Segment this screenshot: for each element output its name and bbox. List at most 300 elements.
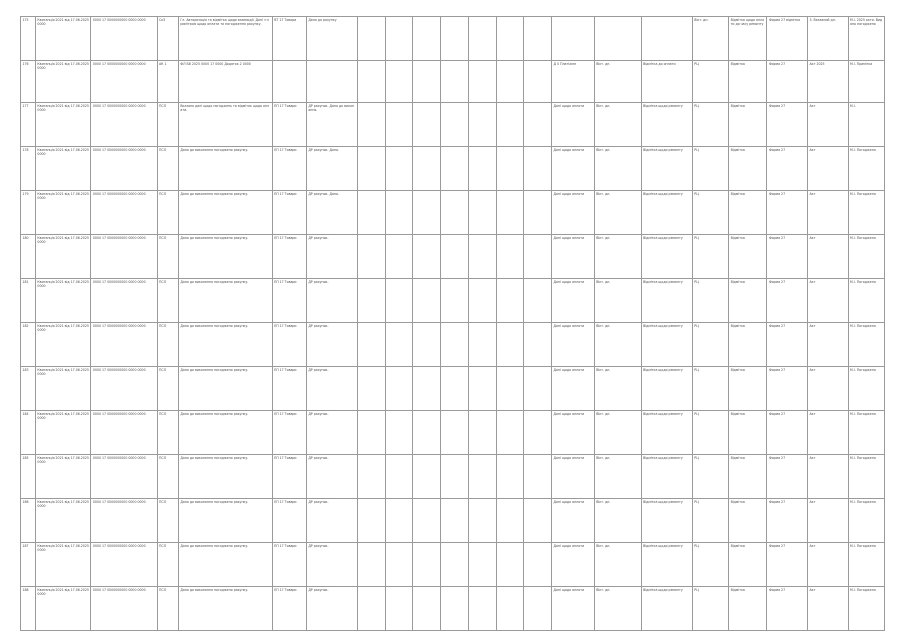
- table-cell-c21: Акт: [807, 103, 848, 147]
- table-cell-name: Дано до виконання погоджено рахунку.: [178, 587, 272, 631]
- table-cell-item: ДР рахунок. Дано.: [306, 191, 357, 235]
- table-cell-c18: РЦ: [692, 499, 728, 543]
- table-cell-customer: ЕП 17 Товари: [272, 543, 306, 587]
- table-cell-receipt_no: 0000 17 0000000000 0000 0000: [91, 17, 157, 61]
- table-cell-c11: [441, 323, 469, 367]
- table-cell-c18: РЦ: [692, 587, 728, 631]
- table-cell-c22: М.І. Погоджено: [848, 191, 884, 235]
- table-cell-c15: Дані щодо оплати: [552, 191, 595, 235]
- table-cell-c22: М.І. Погоджено: [848, 543, 884, 587]
- table-cell-c14: [524, 499, 552, 543]
- table-cell-c21: Акт: [807, 147, 848, 191]
- table-row: [21, 279, 885, 323]
- table-cell-c19: Відмітка: [729, 323, 767, 367]
- table-cell-id: ПСЛ: [157, 411, 178, 455]
- table-cell-c22: М.І. Погоджено: [848, 235, 884, 279]
- table-cell-c9: [385, 323, 413, 367]
- table-row: [21, 411, 885, 455]
- table-cell-receipt_no: 0000 17 0000000000 0000 0000: [91, 367, 157, 411]
- table-cell-c17: Відмітка до оплати: [641, 61, 692, 103]
- table-cell-c16: Вікт. дн.: [594, 61, 641, 103]
- table-cell-c20: Форма 27: [767, 367, 808, 411]
- table-cell-c17: Відмітка щодо ремонту: [641, 543, 692, 587]
- table-cell-c13: [496, 103, 524, 147]
- table-cell-c8: [358, 191, 386, 235]
- table-cell-item: ДР рахунок.: [306, 279, 357, 323]
- table-cell-id: ПСЛ: [157, 455, 178, 499]
- table-cell-c11: [441, 191, 469, 235]
- table-cell-date: Квитанція 2021 від 17.06.2025 0000: [35, 499, 90, 543]
- table-cell-id: ПСЛ: [157, 543, 178, 587]
- table-cell-c12: [468, 103, 496, 147]
- table-cell-sl: 181: [21, 279, 36, 323]
- table-cell-c19: Відмітка: [729, 587, 767, 631]
- table-cell-c17: Відмітка щодо ремонту: [641, 147, 692, 191]
- table-cell-date: Квитанція 2021 від 17.06.2025 0000: [35, 103, 90, 147]
- table-cell-sl: 178: [21, 147, 36, 191]
- table-cell-c14: [524, 191, 552, 235]
- table-cell-customer: ЕП 17 Товари: [272, 235, 306, 279]
- table-cell-receipt_no: 0000 17 0000000000 0000 0000: [91, 147, 157, 191]
- table-cell-c20: Форма 27: [767, 455, 808, 499]
- table-row: [21, 587, 885, 631]
- table-cell-c18: РЦ: [692, 455, 728, 499]
- table-cell-c15: Дані щодо оплати: [552, 235, 595, 279]
- table-cell-c19: Відмітка: [729, 61, 767, 103]
- table-cell-c21: Акт: [807, 455, 848, 499]
- table-cell-id: ПСЛ: [157, 323, 178, 367]
- table-cell-customer: ЕП 17 Товари: [272, 191, 306, 235]
- table-cell-c12: [468, 235, 496, 279]
- table-cell-c13: [496, 323, 524, 367]
- table-cell-c19: Відмітка щодо оплати до часу ремонту: [729, 17, 767, 61]
- table-cell-c15: Дані щодо оплати: [552, 411, 595, 455]
- table-cell-name: ФЛ БВ 2025 0000 17 0000 Додаток 2 0000: [178, 61, 272, 103]
- table-cell-c20: Форма 27: [767, 61, 808, 103]
- table-cell-receipt_no: 0000 17 0000000000 0000 0000: [91, 455, 157, 499]
- table-cell-date: Квитанція 2021 від 17.06.2025 0000: [35, 455, 90, 499]
- table-cell-c16: Вікт. дн.: [594, 147, 641, 191]
- table-cell-c12: [468, 499, 496, 543]
- table-cell-c9: [385, 455, 413, 499]
- table-cell-customer: ЕП 17 Товари: [272, 323, 306, 367]
- table-row: [21, 191, 885, 235]
- table-cell-c12: [468, 17, 496, 61]
- table-cell-c8: [358, 17, 386, 61]
- table-cell-c20: Форма 27: [767, 543, 808, 587]
- table-cell-c19: Відмітка: [729, 279, 767, 323]
- table-cell-sl: 185: [21, 455, 36, 499]
- table-cell-sl: 186: [21, 499, 36, 543]
- table-cell-c9: [385, 279, 413, 323]
- table-cell-c18: РЦ: [692, 191, 728, 235]
- table-cell-c13: [496, 455, 524, 499]
- table-cell-sl: 184: [21, 411, 36, 455]
- table-cell-c17: Відмітка щодо ремонту: [641, 235, 692, 279]
- table-cell-date: Квитанція 2021 від 17.06.2025 0000: [35, 367, 90, 411]
- table-cell-customer: ЕП 17 Товари: [272, 587, 306, 631]
- table-cell-c17: Відмітка щодо ремонту: [641, 279, 692, 323]
- table-cell-item: ДР рахунок.: [306, 587, 357, 631]
- table-cell-c16: Вікт. дн.: [594, 499, 641, 543]
- table-cell-c15: Дані щодо оплати: [552, 323, 595, 367]
- table-cell-customer: ЕП 17 Товари: [272, 103, 306, 147]
- table-cell-item: [306, 61, 357, 103]
- table-cell-c18: РЦ: [692, 279, 728, 323]
- table-cell-c8: [358, 61, 386, 103]
- table-cell-name: Дано до виконання погоджено рахунку.: [178, 279, 272, 323]
- table-cell-customer: ЕП 17 Товари: [272, 147, 306, 191]
- table-row: [21, 367, 885, 411]
- table-cell-receipt_no: 0000 17 0000000000 0000 0000: [91, 191, 157, 235]
- table-cell-c16: Вікт. дн.: [594, 411, 641, 455]
- table-cell-c11: [441, 61, 469, 103]
- table-cell-item: ДР рахунок. Дано до виконання.: [306, 103, 357, 147]
- records-body: [21, 17, 885, 631]
- table-cell-c11: [441, 543, 469, 587]
- table-cell-c19: Відмітка: [729, 367, 767, 411]
- table-cell-c15: Д 0 Платіжне: [552, 61, 595, 103]
- table-cell-name: Гл. Авторизація та відмітка щодо взаємодії. Дані з приміткою щодо оплати та погодження рахунку.: [178, 17, 272, 61]
- table-cell-name: Дано до виконання погоджено рахунку.: [178, 235, 272, 279]
- table-cell-c19: Відмітка: [729, 235, 767, 279]
- table-cell-c12: [468, 147, 496, 191]
- table-cell-c22: М.І. Примітка: [848, 61, 884, 103]
- table-cell-c10: [413, 411, 441, 455]
- table-cell-c10: [413, 367, 441, 411]
- table-cell-c9: [385, 191, 413, 235]
- table-cell-id: ПСЛ: [157, 367, 178, 411]
- table-cell-c20: Форма 27: [767, 499, 808, 543]
- table-cell-c17: Відмітка щодо ремонту: [641, 367, 692, 411]
- table-cell-c18: РЦ: [692, 543, 728, 587]
- table-cell-receipt_no: 0000 17 0000000000 0000 0000: [91, 61, 157, 103]
- table-cell-item: ДР рахунок.: [306, 323, 357, 367]
- table-cell-sl: 177: [21, 103, 36, 147]
- table-cell-c17: Відмітка щодо ремонту: [641, 455, 692, 499]
- table-cell-c13: [496, 235, 524, 279]
- table-cell-date: Квитанція 2021 від 17.06.2025 0000: [35, 543, 90, 587]
- table-cell-c16: Вікт. дн.: [594, 543, 641, 587]
- table-cell-c18: РЦ: [692, 323, 728, 367]
- table-cell-c11: [441, 279, 469, 323]
- table-cell-date: Квитанція 2021 від 17.06.2025 0000: [35, 279, 90, 323]
- table-cell-sl: 188: [21, 587, 36, 631]
- table-cell-name: Дано до виконання погоджено рахунку.: [178, 499, 272, 543]
- table-cell-c22: М.І. Погоджено: [848, 367, 884, 411]
- table-cell-c15: Дані щодо оплати: [552, 587, 595, 631]
- table-cell-c10: [413, 587, 441, 631]
- table-cell-c15: Дані щодо оплати: [552, 367, 595, 411]
- table-cell-c19: Відмітка: [729, 103, 767, 147]
- table-cell-id: ПСЛ: [157, 499, 178, 543]
- table-cell-date: Квитанція 2021 від 17.06.2025 0000: [35, 587, 90, 631]
- table-cell-c22: М.І. Погоджено: [848, 279, 884, 323]
- table-row: [21, 235, 885, 279]
- table-cell-c22: М.І. Погоджено: [848, 499, 884, 543]
- table-row: [21, 103, 885, 147]
- table-cell-c14: [524, 103, 552, 147]
- table-cell-c8: [358, 367, 386, 411]
- table-cell-name: Дано до виконання погоджено рахунку.: [178, 191, 272, 235]
- table-cell-item: ДР рахунок. Дано.: [306, 147, 357, 191]
- table-cell-sl: 182: [21, 323, 36, 367]
- table-cell-c15: Дані щодо оплати: [552, 147, 595, 191]
- table-cell-c17: [641, 17, 692, 61]
- table-cell-c19: Відмітка: [729, 455, 767, 499]
- table-cell-c16: [594, 17, 641, 61]
- table-cell-c18: Вікт. дн.: [692, 17, 728, 61]
- table-cell-c21: Акт: [807, 191, 848, 235]
- table-cell-c22: М.І. Погоджено: [848, 147, 884, 191]
- table-cell-c9: [385, 543, 413, 587]
- table-cell-c18: РЦ: [692, 411, 728, 455]
- table-cell-receipt_no: 0000 17 0000000000 0000 0000: [91, 499, 157, 543]
- table-cell-c13: [496, 587, 524, 631]
- table-cell-sl: 175: [21, 17, 36, 61]
- table-cell-id: ПСЛ: [157, 191, 178, 235]
- table-row: [21, 61, 885, 103]
- table-cell-c18: РЦ: [692, 367, 728, 411]
- table-cell-receipt_no: 0000 17 0000000000 0000 0000: [91, 279, 157, 323]
- table-cell-c11: [441, 455, 469, 499]
- table-cell-c8: [358, 499, 386, 543]
- table-cell-name: Вказано дані щодо погоджень та відміток щодо оплати.: [178, 103, 272, 147]
- table-cell-id: ПСЛ: [157, 279, 178, 323]
- table-cell-date: Квитанція 2021 від 17.06.2025 0000: [35, 61, 90, 103]
- table-cell-id: ПСЛ: [157, 147, 178, 191]
- table-cell-c10: [413, 543, 441, 587]
- table-cell-date: Квитанція 2021 від 17.06.2025 0000: [35, 411, 90, 455]
- table-cell-receipt_no: 0000 17 0000000000 0000 0000: [91, 323, 157, 367]
- table-cell-name: Дано до виконання погоджено рахунку.: [178, 147, 272, 191]
- table-cell-c15: [552, 17, 595, 61]
- table-cell-c16: Вікт. дн.: [594, 103, 641, 147]
- table-cell-customer: ЕП 17 Товари: [272, 411, 306, 455]
- table-cell-c14: [524, 235, 552, 279]
- table-cell-c8: [358, 103, 386, 147]
- table-cell-receipt_no: 0000 17 0000000000 0000 0000: [91, 411, 157, 455]
- table-cell-c18: РЦ: [692, 103, 728, 147]
- table-cell-c22: М.І. Погоджено: [848, 587, 884, 631]
- table-cell-c20: Форма 27: [767, 147, 808, 191]
- table-cell-c13: [496, 147, 524, 191]
- table-cell-c12: [468, 323, 496, 367]
- table-cell-sl: 183: [21, 367, 36, 411]
- table-cell-c14: [524, 279, 552, 323]
- table-cell-item: ДР рахунок.: [306, 499, 357, 543]
- table-cell-c10: [413, 279, 441, 323]
- table-cell-c11: [441, 103, 469, 147]
- table-cell-c12: [468, 191, 496, 235]
- table-cell-c13: [496, 279, 524, 323]
- table-cell-c14: [524, 455, 552, 499]
- table-cell-customer: ЕП 17 Товари: [272, 499, 306, 543]
- table-cell-c11: [441, 367, 469, 411]
- table-cell-c21: Акт: [807, 499, 848, 543]
- table-cell-c21: Акт 2025: [807, 61, 848, 103]
- table-cell-c10: [413, 499, 441, 543]
- table-cell-c14: [524, 411, 552, 455]
- table-cell-sl: 176: [21, 61, 36, 103]
- table-cell-id: ПСЛ: [157, 103, 178, 147]
- table-cell-item: ДР рахунок.: [306, 543, 357, 587]
- table-cell-c17: Відмітка щодо ремонту: [641, 191, 692, 235]
- table-cell-c20: Форма 27: [767, 279, 808, 323]
- table-cell-c16: Вікт. дн.: [594, 587, 641, 631]
- table-cell-c8: [358, 543, 386, 587]
- table-cell-receipt_no: 0000 17 0000000000 0000 0000: [91, 103, 157, 147]
- table-cell-c10: [413, 191, 441, 235]
- table-cell-c10: [413, 61, 441, 103]
- table-cell-c14: [524, 17, 552, 61]
- table-cell-c13: [496, 191, 524, 235]
- table-cell-c20: Форма 27: [767, 235, 808, 279]
- table-cell-receipt_no: 0000 17 0000000000 0000 0000: [91, 587, 157, 631]
- table-cell-c15: Дані щодо оплати: [552, 543, 595, 587]
- table-cell-c18: РЦ: [692, 235, 728, 279]
- table-cell-c14: [524, 587, 552, 631]
- table-cell-c17: Відмітка щодо ремонту: [641, 411, 692, 455]
- table-cell-c8: [358, 455, 386, 499]
- table-cell-id: СкЗ: [157, 17, 178, 61]
- table-cell-c9: [385, 17, 413, 61]
- table-cell-c11: [441, 587, 469, 631]
- table-cell-c22: М.І. Погоджено: [848, 323, 884, 367]
- table-cell-name: Дано до виконання погоджено рахунку.: [178, 455, 272, 499]
- table-cell-c11: [441, 499, 469, 543]
- table-cell-c9: [385, 235, 413, 279]
- table-cell-c9: [385, 103, 413, 147]
- table-cell-c19: Відмітка: [729, 411, 767, 455]
- table-cell-c9: [385, 147, 413, 191]
- table-cell-c19: Відмітка: [729, 147, 767, 191]
- table-cell-date: Квитанція 2021 від 17.06.2025 0000: [35, 147, 90, 191]
- table-cell-c11: [441, 235, 469, 279]
- table-cell-c16: Вікт. дн.: [594, 235, 641, 279]
- table-cell-c20: Форма 27: [767, 411, 808, 455]
- table-cell-c9: [385, 411, 413, 455]
- table-cell-c12: [468, 455, 496, 499]
- table-cell-c10: [413, 323, 441, 367]
- table-cell-c10: [413, 455, 441, 499]
- table-cell-c12: [468, 61, 496, 103]
- table-cell-receipt_no: 0000 17 0000000000 0000 0000: [91, 235, 157, 279]
- table-cell-c11: [441, 17, 469, 61]
- table-cell-c16: Вікт. дн.: [594, 455, 641, 499]
- table-cell-receipt_no: 0000 17 0000000000 0000 0000: [91, 543, 157, 587]
- table-cell-c22: М.І. Погоджено: [848, 411, 884, 455]
- table-cell-c21: Акт: [807, 367, 848, 411]
- table-cell-c12: [468, 587, 496, 631]
- table-cell-c8: [358, 279, 386, 323]
- table-cell-item: ДР рахунок.: [306, 367, 357, 411]
- table-cell-c12: [468, 411, 496, 455]
- table-cell-c18: РЦ: [692, 61, 728, 103]
- table-cell-date: Квитанція 2021 від 17.06.2025 0000: [35, 17, 90, 61]
- table-cell-c19: Відмітка: [729, 499, 767, 543]
- table-cell-customer: ВТ 17 Товари: [272, 17, 306, 61]
- table-cell-c8: [358, 587, 386, 631]
- table-cell-c16: Вікт. дн.: [594, 323, 641, 367]
- table-row: [21, 323, 885, 367]
- table-cell-c20: Форма 27: [767, 587, 808, 631]
- table-cell-c14: [524, 323, 552, 367]
- table-cell-name: Дано до виконання погоджено рахунку.: [178, 367, 272, 411]
- table-cell-c10: [413, 147, 441, 191]
- table-cell-item: Дано до рахунку: [306, 17, 357, 61]
- table-cell-c16: Вікт. дн.: [594, 367, 641, 411]
- table-cell-c21: Акт: [807, 279, 848, 323]
- table-cell-c21: Акт: [807, 411, 848, 455]
- table-cell-c17: Відмітка щодо ремонту: [641, 323, 692, 367]
- table-cell-c8: [358, 147, 386, 191]
- table-cell-c9: [385, 61, 413, 103]
- table-cell-c16: Вікт. дн.: [594, 279, 641, 323]
- table-row: [21, 499, 885, 543]
- table-cell-c21: Акт: [807, 235, 848, 279]
- table-cell-c14: [524, 543, 552, 587]
- table-cell-c13: [496, 543, 524, 587]
- table-cell-c15: Дані щодо оплати: [552, 455, 595, 499]
- table-cell-c14: [524, 147, 552, 191]
- table-cell-c22: М.І.: [848, 103, 884, 147]
- table-cell-c13: [496, 499, 524, 543]
- table-cell-c22: М.І. 2025 акти. Видано погоджено: [848, 17, 884, 61]
- table-cell-c19: Відмітка: [729, 543, 767, 587]
- table-cell-c21: Акт: [807, 543, 848, 587]
- table-cell-c10: [413, 235, 441, 279]
- table-cell-c11: [441, 147, 469, 191]
- table-cell-c10: [413, 103, 441, 147]
- table-cell-c9: [385, 367, 413, 411]
- table-cell-c20: Форма 27: [767, 191, 808, 235]
- table-cell-date: Квитанція 2021 від 17.06.2025 0000: [35, 191, 90, 235]
- table-cell-c13: [496, 17, 524, 61]
- table-cell-sl: 187: [21, 543, 36, 587]
- table-cell-c20: Форма 27: [767, 323, 808, 367]
- table-cell-name: Дано до виконання погоджено рахунку.: [178, 543, 272, 587]
- table-cell-c13: [496, 367, 524, 411]
- table-cell-c8: [358, 323, 386, 367]
- table-cell-c8: [358, 411, 386, 455]
- table-cell-item: ДР рахунок.: [306, 411, 357, 455]
- table-cell-c15: Дані щодо оплати: [552, 279, 595, 323]
- table-cell-c12: [468, 543, 496, 587]
- table-cell-name: Дано до виконання погоджено рахунку.: [178, 323, 272, 367]
- table-cell-c12: [468, 367, 496, 411]
- table-cell-sl: 179: [21, 191, 36, 235]
- table-cell-customer: [272, 61, 306, 103]
- table-cell-c17: Відмітка щодо ремонту: [641, 587, 692, 631]
- table-row: [21, 17, 885, 61]
- table-cell-c21: 3. Вказаний дн.: [807, 17, 848, 61]
- table-cell-c20: Форма 27 відмітка: [767, 17, 808, 61]
- table-cell-c14: [524, 367, 552, 411]
- table-cell-c19: Відмітка: [729, 191, 767, 235]
- table-cell-c13: [496, 411, 524, 455]
- records-table: [20, 16, 885, 631]
- table-cell-customer: ЕП 17 Товари: [272, 279, 306, 323]
- table-cell-c17: Відмітка щодо ремонту: [641, 103, 692, 147]
- table-cell-customer: ЕП 17 Товари: [272, 455, 306, 499]
- table-cell-c17: Відмітка щодо ремонту: [641, 499, 692, 543]
- table-cell-customer: ЕП 17 Товари: [272, 367, 306, 411]
- table-cell-id: АК 1: [157, 61, 178, 103]
- table-cell-item: ДР рахунок.: [306, 455, 357, 499]
- table-cell-c22: М.І. Погоджено: [848, 455, 884, 499]
- table-row: [21, 455, 885, 499]
